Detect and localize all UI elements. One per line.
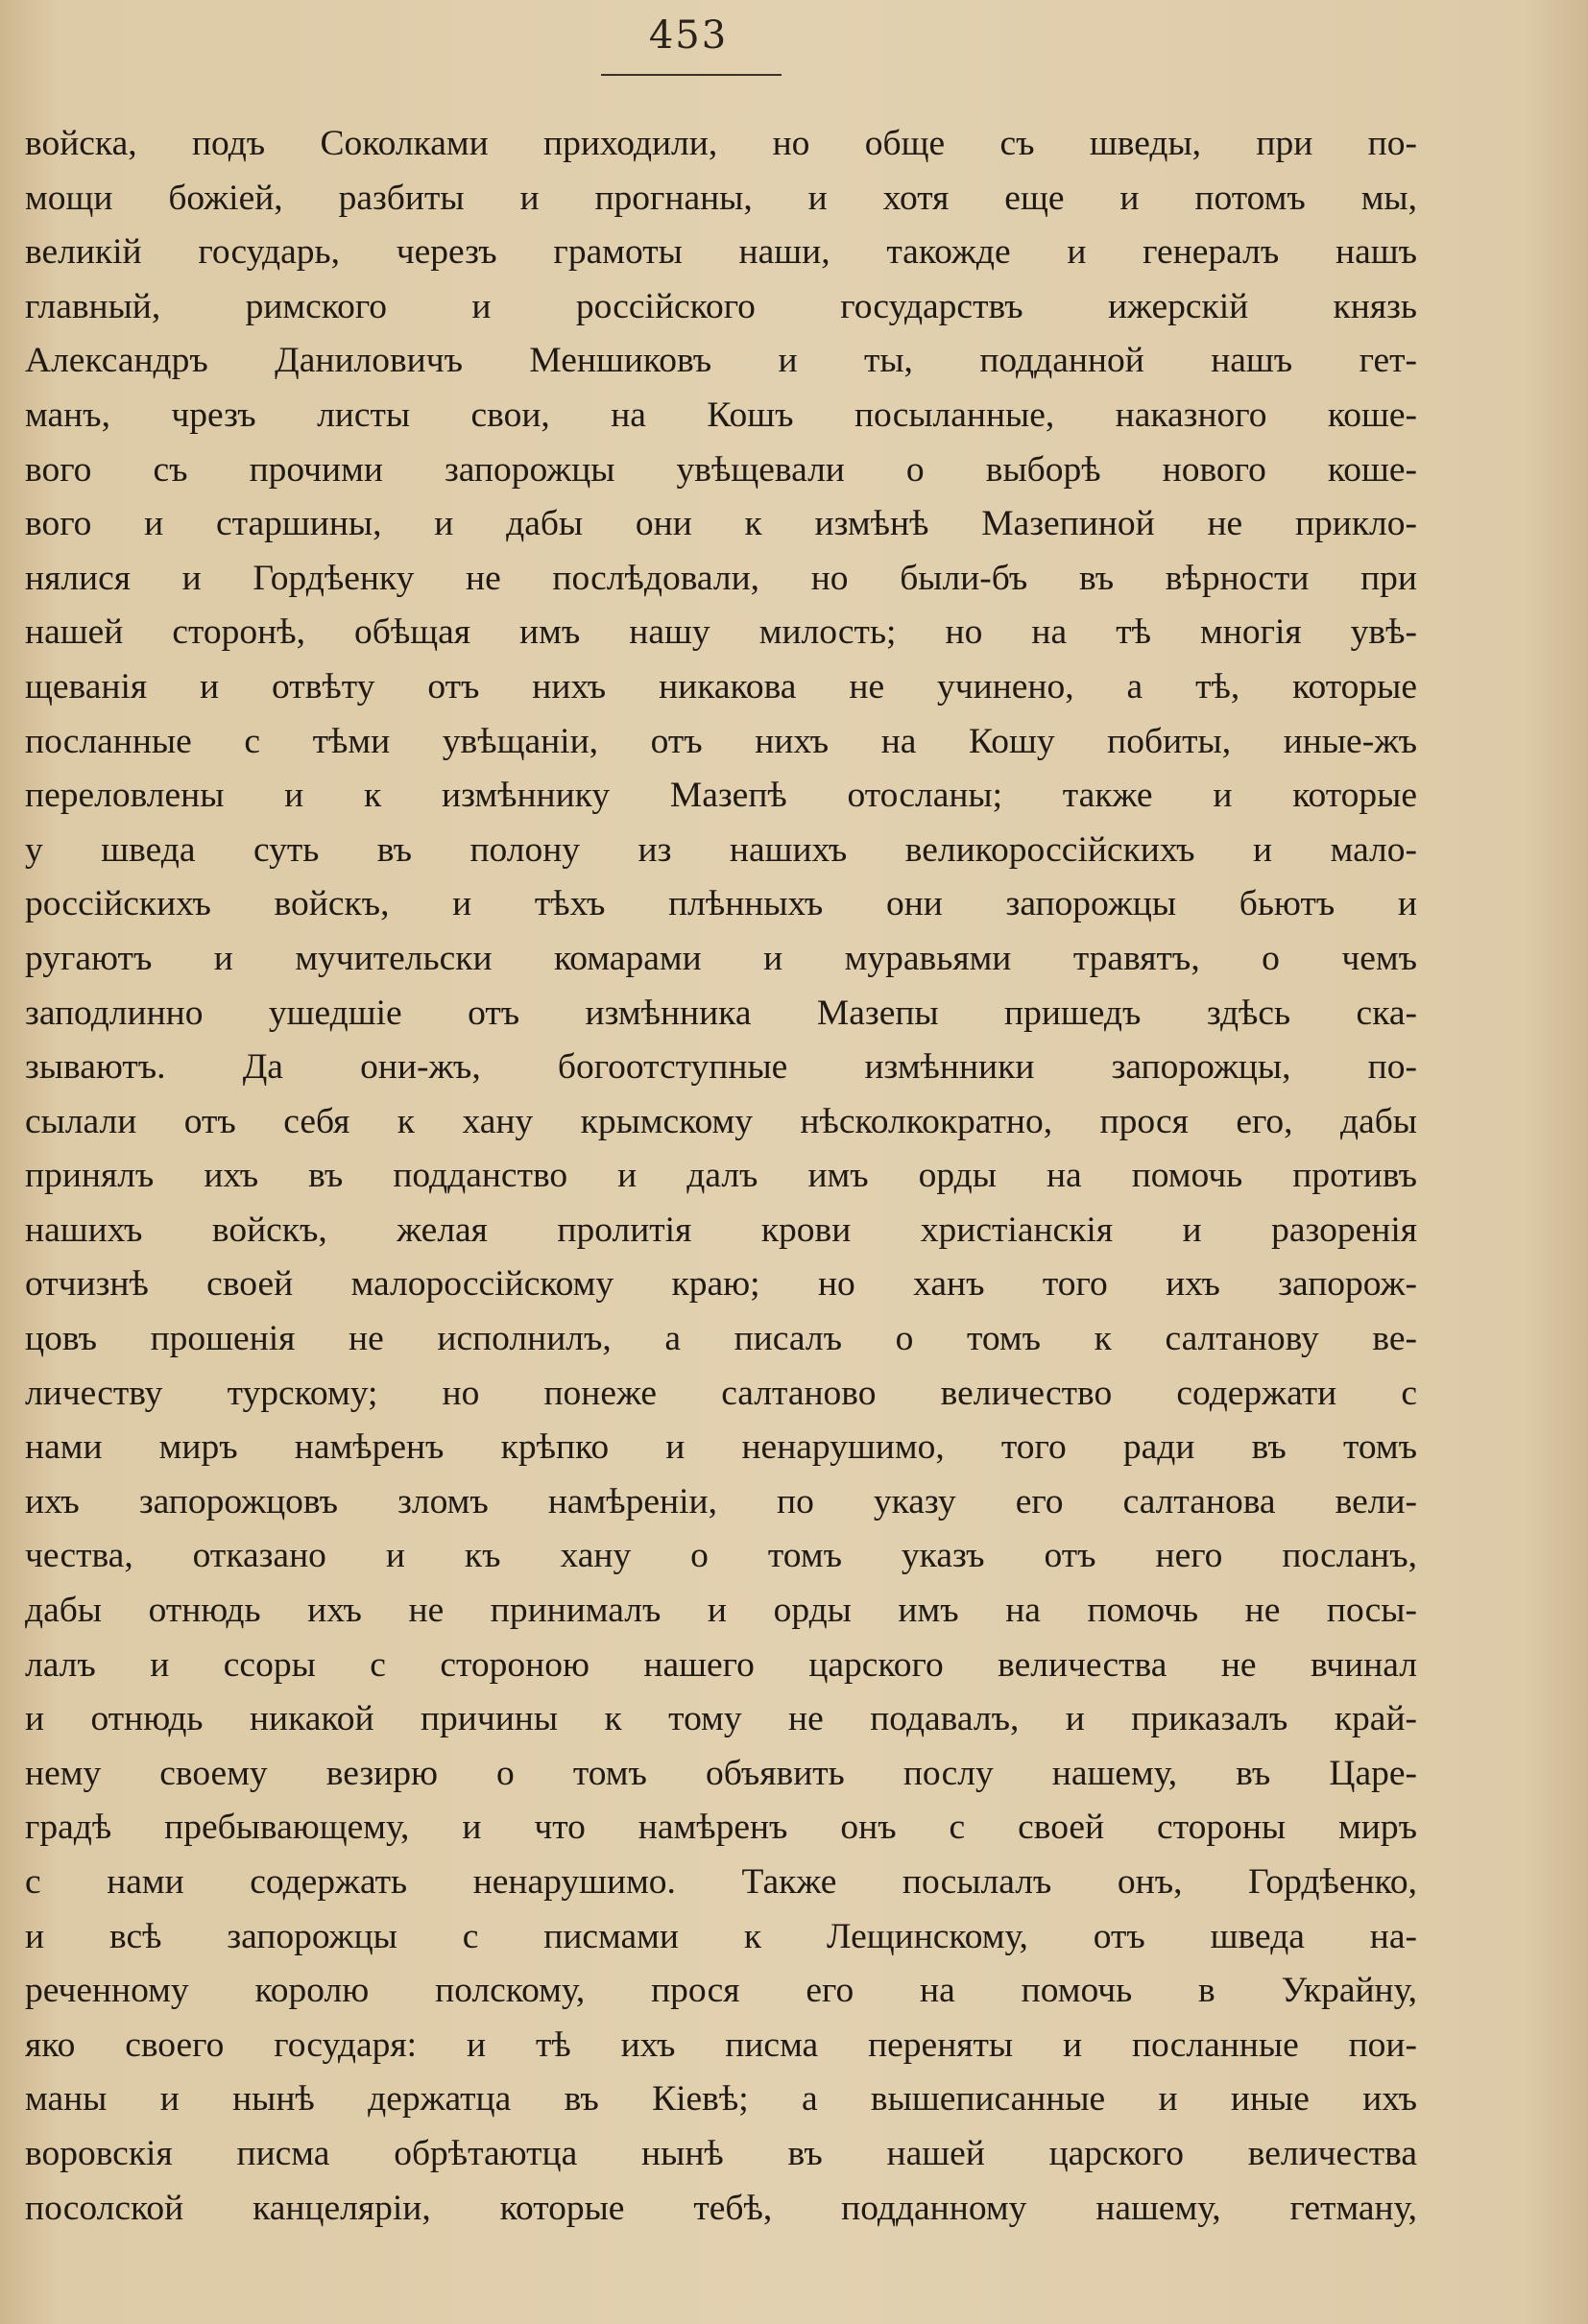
text-line: с нами содержать ненарушимо. Также посылалъ онъ, Гордѣенко,: [25, 1862, 1417, 1902]
text-line: личеству турскому; но понеже салтаново величество содержати с: [25, 1373, 1417, 1413]
text-line: главный, римского и россiйского государствъ ижерскiй князь: [25, 286, 1417, 326]
text-line: мощи божiей, разбиты и прогнаны, и хотя еще и потомъ мы,: [25, 178, 1417, 218]
text-line: манъ, чрезъ листы свои, на Кошъ посыланные, наказного коше-: [25, 395, 1417, 435]
text-line: нашихъ войскъ, желая пролитiя крови христiанскiя и разоренiя: [25, 1210, 1417, 1250]
text-line: и всѣ запорожцы с писмами к Лещинскому, отъ шведа на-: [25, 1916, 1417, 1956]
text-line: дабы отнюдь ихъ не принималъ и орды имъ на помочь не посы-: [25, 1591, 1417, 1631]
text-line: принялъ ихъ въ подданство и далъ имъ орды на помочь противъ: [25, 1156, 1417, 1196]
text-line: нялися и Гордѣенку не послѣдовали, но были-бъ въ вѣрности при: [25, 558, 1417, 598]
text-line: посланные с тѣми увѣщанiи, отъ нихъ на Кошу побиты, иные-жъ: [25, 721, 1417, 761]
text-line: нему своему везирю о томъ объявить послу нашему, въ Царе-: [25, 1753, 1417, 1793]
text-line: цовъ прошенiя не исполнилъ, а писалъ о томъ к салтанову ве-: [25, 1319, 1417, 1359]
text-line: лалъ и ссоры с стороною нашего царского величества не вчинал: [25, 1644, 1417, 1685]
text-line: маны и нынѣ держатца въ Кiевѣ; а вышеписанные и иные ихъ: [25, 2079, 1417, 2120]
text-line: у шведа суть въ полону из нашихъ великороссiйскихъ и мало-: [25, 829, 1417, 870]
text-line: зываютъ. Да они-жъ, богоотступные измѣнники запорожцы, по-: [25, 1047, 1417, 1088]
text-line: вого съ прочими запорожцы увѣщевали о выборѣ нового коше-: [25, 449, 1417, 490]
text-line: нашей сторонѣ, обѣщая имъ нашу милость; но на тѣ многiя увѣ-: [25, 612, 1417, 653]
text-line: и отнюдь никакой причины к тому не подавалъ, и приказалъ край-: [25, 1699, 1417, 1739]
page-number: 453: [648, 13, 729, 58]
text-line: сылали отъ себя к хану крымскому нѣсколкократно, прося его, дабы: [25, 1101, 1417, 1141]
text-line: яко своего государя: и тѣ ихъ писма переняты и посланные пои-: [25, 2025, 1417, 2065]
text-line: отчизнѣ своей малороссiйскому краю; но ханъ того ихъ запорож-: [25, 1264, 1417, 1305]
page-text: [25, 117, 1417, 2236]
text-line: реченному королю полскому, прося его на помочь в Украйну,: [25, 1971, 1417, 2011]
text-line: ихъ запорожцовъ зломъ намѣренiи, по указу его салтанова вели-: [25, 1481, 1417, 1521]
text-line: ругаютъ и мучительски комарами и муравьями травятъ, о чемъ: [25, 938, 1417, 978]
text-line: вого и старшины, и дабы они к измѣнѣ Мазепиной не прикло-: [25, 504, 1417, 544]
text-line: градѣ пребывающему, и что намѣренъ онъ с своей стороны миръ: [25, 1808, 1417, 1848]
text-line: заподлинно ушедшiе отъ измѣнника Мазепы пришедъ здѣсь ска-: [25, 993, 1417, 1033]
text-line: воровскiя писма обрѣтаютца нынѣ въ нашей царского величества: [25, 2133, 1417, 2173]
text-line: нами миръ намѣренъ крѣпко и ненарушимо, того ради въ томъ: [25, 1427, 1417, 1468]
text-line: переловлены и к измѣннику Мазепѣ отосланы; также и которые: [25, 776, 1417, 816]
text-line: войска, подъ Соколками приходили, но обще съ шведы, при по-: [25, 124, 1417, 163]
header-rule: [601, 74, 782, 76]
text-line: россiйскихъ войскъ, и тѣхъ плѣнныхъ они запорожцы бьютъ и: [25, 884, 1417, 924]
text-line: чества, отказано и къ хану о томъ указъ отъ него посланъ,: [25, 1536, 1417, 1576]
text-line: великiй государь, черезъ грамоты наши, такожде и генералъ нашъ: [25, 232, 1417, 273]
text-line: щеванiя и отвѣту отъ нихъ никакова не учинено, а тѣ, которые: [25, 666, 1417, 707]
text-line: Александръ Даниловичъ Меншиковъ и ты, подданной нашъ гет-: [25, 341, 1417, 381]
text-line: посолской канцелярiи, которые тебѣ, подданному нашему, гетману,: [25, 2188, 1417, 2228]
